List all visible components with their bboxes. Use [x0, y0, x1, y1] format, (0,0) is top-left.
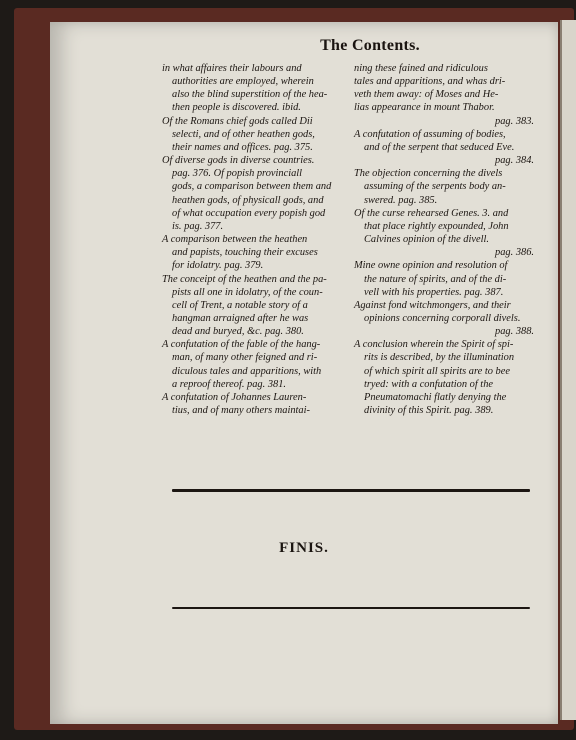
- entry-line: The objection concerning the divels: [354, 168, 503, 180]
- entry-line: tales and apparitions, and whas dri-: [354, 76, 506, 88]
- entry-line: A confutation of assuming of bodies,: [354, 128, 506, 140]
- contents-entry: [354, 128, 534, 167]
- entry-line: diculous tales and apparitions, with: [172, 365, 322, 377]
- entry-line: pag. 388.: [495, 326, 534, 338]
- entry-line: Of the Romans chief gods called Dii: [162, 115, 313, 127]
- entry-line: also the blind superstition of the hea-: [172, 89, 328, 101]
- entry-line: gods, a comparison between them and: [172, 181, 332, 193]
- contents-column-right: [354, 62, 534, 417]
- contents-entry: [162, 62, 342, 115]
- entry-line: The conceipt of the heathen and the pa-: [162, 273, 327, 285]
- contents-entry: [162, 233, 342, 272]
- entry-line: assuming of the serpents body an-: [364, 181, 506, 193]
- entry-line: A conclusion wherein the Spirit of spi-: [354, 339, 514, 351]
- entry-line: ning these fained and ridiculous: [354, 63, 488, 74]
- entry-line: their names and offices. pag. 375.: [172, 141, 313, 153]
- entry-line: is. pag. 377.: [172, 220, 224, 232]
- finis-label: FINIS.: [279, 540, 329, 556]
- entry-line: swered. pag. 385.: [364, 194, 438, 206]
- contents-entry: [354, 299, 534, 338]
- entry-line: A confutation of the fable of the hang-: [162, 339, 321, 351]
- adjacent-page-edge: [560, 20, 576, 720]
- entry-line: selecti, and of other heathen gods,: [172, 128, 315, 140]
- entry-line: A comparison between the heathen: [162, 234, 308, 246]
- top-ornamental-rule: [172, 489, 530, 492]
- contents-entry: [162, 338, 342, 391]
- entry-line: of what occupation every popish god: [172, 207, 326, 219]
- entry-line: vell with his properties. pag. 387.: [364, 286, 504, 298]
- entry-line: of which spirit all spirits are to bee: [364, 365, 510, 377]
- entry-line: dead and buryed, &c. pag. 380.: [172, 326, 304, 338]
- entry-line: tius, and of many others maintai-: [172, 405, 310, 417]
- contents-entry: [354, 207, 534, 260]
- entry-line: Pneumatomachi flatly denying the: [364, 391, 507, 403]
- entry-line: Against fond witchmongers, and their: [354, 299, 511, 311]
- entry-line: heathen gods, of physicall gods, and: [172, 194, 324, 206]
- entry-line: pists all one in idolatry, of the coun-: [172, 286, 323, 298]
- entry-line: that place rightly expounded, John: [364, 220, 509, 232]
- entry-line: in what affaires their labours and: [162, 63, 302, 74]
- entry-line: authorities are employed, wherein: [172, 76, 314, 88]
- entry-line: tryed: with a confutation of the: [364, 378, 494, 390]
- entry-line: divinity of this Spirit. pag. 389.: [364, 405, 494, 417]
- contents-column-left: [162, 62, 342, 417]
- entry-line: pag. 386.: [495, 247, 534, 259]
- entry-line: hangman arraigned after he was: [172, 312, 309, 324]
- entry-line: Calvines opinion of the divell.: [364, 234, 489, 246]
- entry-line: and papists, touching their excuses: [172, 247, 318, 259]
- contents-entry: [162, 115, 342, 154]
- contents-entry: [162, 391, 342, 417]
- entry-line: a reproof thereof. pag. 381.: [172, 378, 286, 390]
- entry-line: Mine owne opinion and resolution of: [354, 260, 508, 272]
- entry-line: man, of many other feigned and ri-: [172, 352, 318, 364]
- page-header: The Contents.: [320, 37, 420, 54]
- entry-line: Of diverse gods in diverse countries.: [162, 155, 315, 167]
- entry-line: cell of Trent, a notable story of a: [172, 299, 308, 311]
- entry-line: opinions concerning corporall divels.: [364, 312, 521, 324]
- entry-line: pag. 384.: [495, 155, 534, 167]
- book-page: [50, 22, 558, 724]
- entry-line: the nature of spirits, and of the di-: [364, 273, 507, 285]
- entry-line: pag. 376. Of popish provinciall: [172, 168, 303, 180]
- contents-entry: [162, 154, 342, 233]
- contents-entry: [354, 338, 534, 417]
- entry-line: then people is discovered. ibid.: [172, 102, 301, 114]
- entry-line: pag. 383.: [495, 115, 534, 127]
- entry-line: Of the curse rehearsed Genes. 3. and: [354, 207, 509, 219]
- contents-entry: [162, 273, 342, 339]
- contents-entry: [354, 259, 534, 298]
- contents-entry: [354, 167, 534, 206]
- entry-line: veth them away: of Moses and He-: [354, 89, 499, 101]
- contents-entry: [354, 62, 534, 128]
- entry-line: and of the serpent that seduced Eve.: [364, 141, 515, 153]
- entry-line: for idolatry. pag. 379.: [172, 260, 264, 272]
- entry-line: A confutation of Johannes Lauren-: [162, 391, 307, 403]
- entry-line: lias appearance in mount Thabor.: [354, 102, 495, 114]
- bottom-ornamental-rule: [172, 607, 530, 609]
- entry-line: rits is described, by the illumination: [364, 352, 515, 364]
